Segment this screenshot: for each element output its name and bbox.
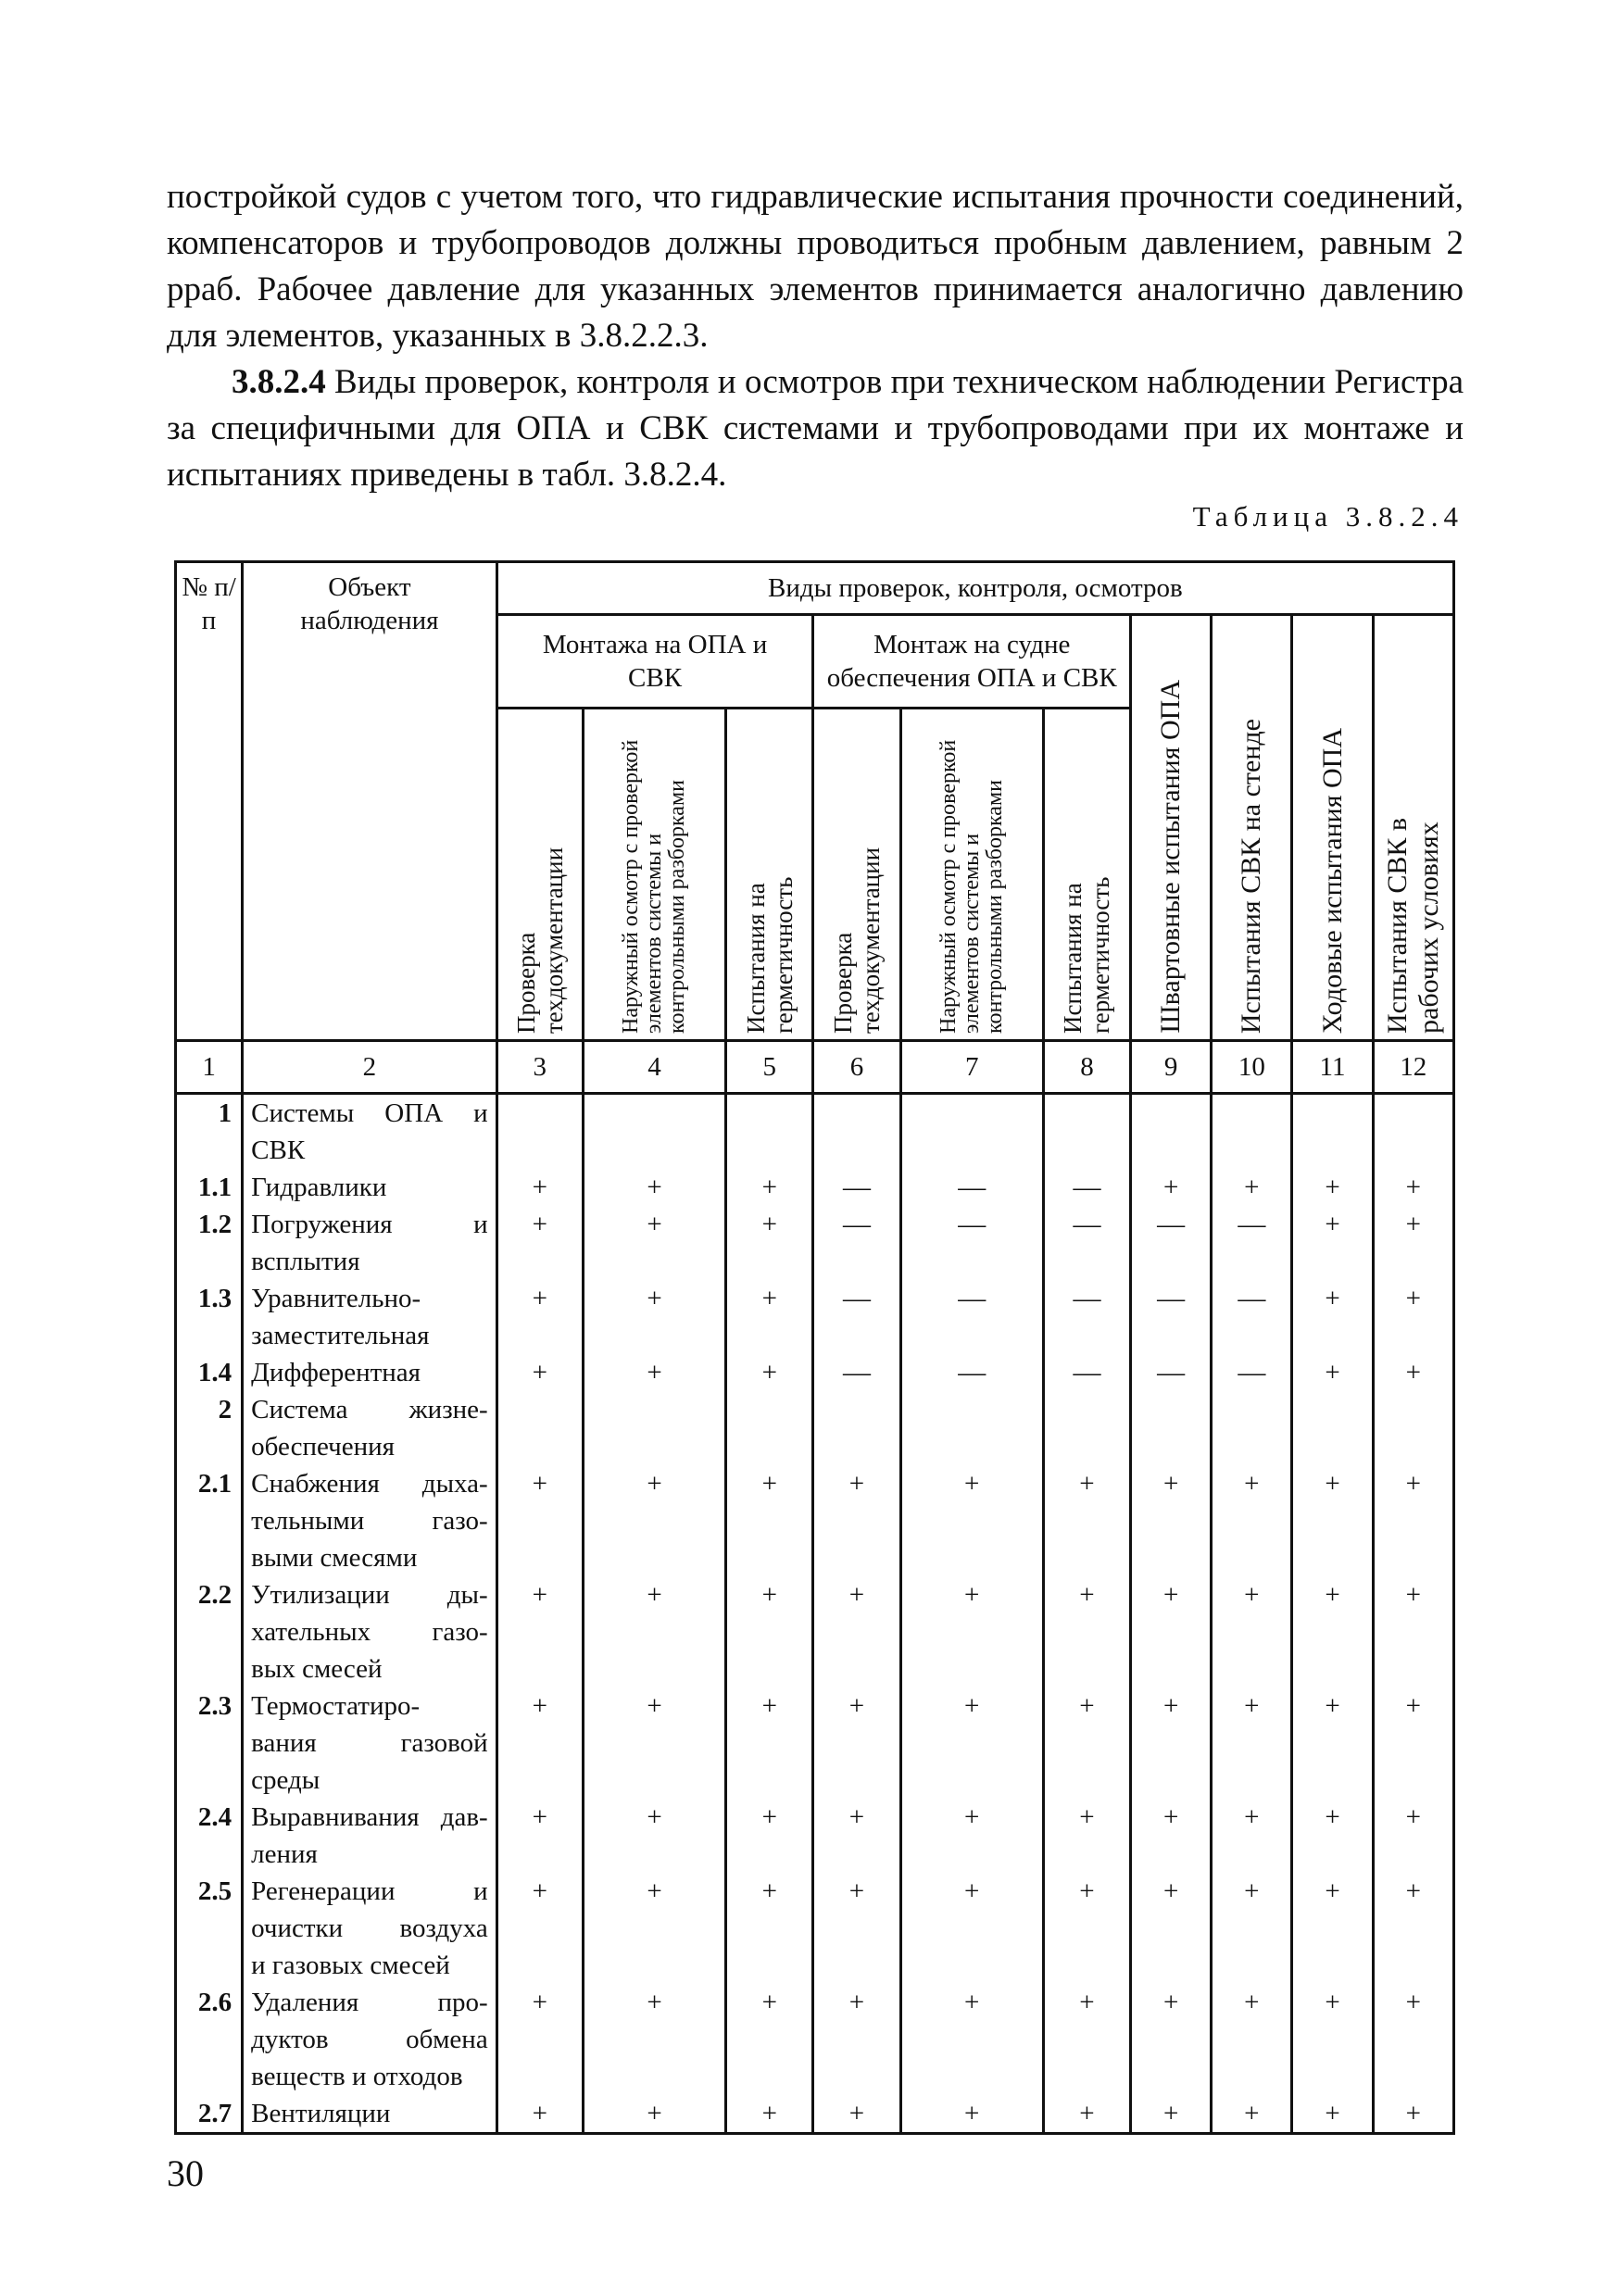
check-mark: + <box>726 1354 813 1391</box>
table-row <box>176 1169 1454 1206</box>
check-mark: + <box>1373 1576 1453 1687</box>
table-row <box>176 1206 1454 1280</box>
column-number: 9 <box>1131 1041 1212 1094</box>
check-mark: + <box>900 1576 1043 1687</box>
check-mark <box>1292 1391 1373 1465</box>
check-mark: + <box>813 1687 900 1799</box>
row-object-line: Регенерации и <box>251 1876 488 1906</box>
check-mark: + <box>496 1984 583 2095</box>
check-mark: + <box>496 2095 583 2134</box>
table-row <box>176 1984 1454 2095</box>
row-object <box>243 2095 497 2134</box>
check-mark: + <box>496 1465 583 1576</box>
check-mark <box>496 1391 583 1465</box>
check-mark <box>1043 1391 1130 1465</box>
column-number: 3 <box>496 1041 583 1094</box>
row-number: 2.6 <box>176 1984 243 2095</box>
check-mark: + <box>1131 2095 1212 2134</box>
row-object <box>243 1576 497 1687</box>
row-object-line: хательных газо- <box>251 1617 488 1647</box>
check-mark <box>1292 1094 1373 1170</box>
check-mark: + <box>1043 1576 1130 1687</box>
table-row <box>176 1280 1454 1354</box>
check-mark: — <box>900 1169 1043 1206</box>
row-object-line: выми смесями <box>251 1543 418 1573</box>
check-mark <box>1131 1391 1212 1465</box>
check-mark: — <box>900 1280 1043 1354</box>
row-number: 1.3 <box>176 1280 243 1354</box>
check-mark: + <box>900 1984 1043 2095</box>
table-caption: Таблица 3.8.2.4 <box>1192 500 1464 533</box>
check-mark: + <box>583 1206 725 1280</box>
row-object <box>243 1799 497 1873</box>
check-mark: + <box>496 1873 583 1984</box>
check-mark: + <box>726 1984 813 2095</box>
check-mark: + <box>583 1280 725 1354</box>
header-col-5-label: Испытания на герметичность <box>741 876 798 1034</box>
check-mark <box>813 1094 900 1170</box>
row-object-line: СВК <box>251 1135 306 1165</box>
section-text: Виды проверок, контроля и осмотров при техническом наблюдении Регистра за специфичными для ОПА и СВК системами и трубопроводами при их монтаже и испытаниях приведены в табл. 3.8.2.4. <box>167 363 1464 494</box>
column-number: 7 <box>900 1041 1043 1094</box>
inspection-table <box>174 560 1455 2135</box>
check-mark: + <box>1043 2095 1130 2134</box>
check-mark: + <box>1292 1873 1373 1984</box>
check-mark: — <box>1212 1206 1292 1280</box>
check-mark: — <box>1043 1280 1130 1354</box>
header-group-mounting: Монтажа на ОПА и СВК <box>496 615 813 709</box>
check-mark: + <box>1212 1465 1292 1576</box>
header-col-12-label: Испытания СВК в рабочих условиях <box>1381 817 1444 1034</box>
check-mark: + <box>813 1873 900 1984</box>
row-number: 2.4 <box>176 1799 243 1873</box>
check-mark: + <box>1212 1873 1292 1984</box>
check-mark: + <box>1373 1465 1453 1576</box>
check-mark: + <box>496 1687 583 1799</box>
row-object <box>243 1391 497 1465</box>
page-number: 30 <box>167 2152 204 2194</box>
row-object-line: Гидравлики <box>251 1173 387 1202</box>
table-row <box>176 1799 1454 1873</box>
row-object <box>243 1465 497 1576</box>
check-mark: + <box>583 1576 725 1687</box>
check-mark: + <box>726 1873 813 1984</box>
check-mark: + <box>1131 1465 1212 1576</box>
check-mark: + <box>1043 1984 1130 2095</box>
check-mark: + <box>1373 1354 1453 1391</box>
intro-paragraph: постройкой судов с учетом того, что гидравлические испытания прочности соединений, компенсаторов и трубопроводов должны проводиться пробным давлением, равным 2 pраб. Рабочее давление для указанных элементов принимается аналогично давлению для элементов, указанных в 3.8.2.2.3. <box>167 178 1464 355</box>
check-mark: + <box>1212 1984 1292 2095</box>
header-col-3 <box>496 709 583 1041</box>
table-row <box>176 1687 1454 1799</box>
check-mark <box>726 1391 813 1465</box>
row-object-line: дуктов обмена <box>251 2025 488 2054</box>
table-row <box>176 1465 1454 1576</box>
row-object-line: обеспечения <box>251 1432 395 1462</box>
check-mark: — <box>900 1206 1043 1280</box>
check-mark <box>726 1094 813 1170</box>
header-col-11 <box>1292 615 1373 1041</box>
table-row <box>176 1576 1454 1687</box>
check-mark: + <box>1212 1576 1292 1687</box>
check-mark: + <box>1043 1799 1130 1873</box>
check-mark: + <box>583 2095 725 2134</box>
check-mark <box>1212 1391 1292 1465</box>
row-object-line: вания газовой <box>251 1728 488 1758</box>
header-col-7-label: Наружный осмотр с проверкой элементов системы и контрольными разборками <box>936 739 1007 1034</box>
check-mark: + <box>900 1873 1043 1984</box>
check-mark: — <box>1131 1354 1212 1391</box>
column-number: 6 <box>813 1041 900 1094</box>
check-mark: + <box>1292 2095 1373 2134</box>
column-number: 5 <box>726 1041 813 1094</box>
header-col-5 <box>726 709 813 1041</box>
check-mark: + <box>726 1799 813 1873</box>
header-checks: Виды проверок, контроля, осмотров <box>496 562 1453 615</box>
check-mark: + <box>726 1169 813 1206</box>
row-object <box>243 1873 497 1984</box>
header-col-9-label: Швартовные испытания ОПА <box>1155 680 1187 1034</box>
check-mark: + <box>1212 1799 1292 1873</box>
check-mark: — <box>1131 1280 1212 1354</box>
check-mark: + <box>496 1206 583 1280</box>
check-mark: + <box>1292 1354 1373 1391</box>
row-number: 2.2 <box>176 1576 243 1687</box>
row-object-line: тельными газо- <box>251 1506 488 1536</box>
check-mark <box>813 1391 900 1465</box>
check-mark: + <box>583 1799 725 1873</box>
check-mark: + <box>1373 1280 1453 1354</box>
check-mark: + <box>813 2095 900 2134</box>
row-number: 2.1 <box>176 1465 243 1576</box>
header-group-ship: Монтаж на судне обеспечения ОПА и СВК <box>813 615 1131 709</box>
check-mark: + <box>1043 1465 1130 1576</box>
row-object-line: Дифферентная <box>251 1358 421 1387</box>
column-number-row <box>176 1041 1454 1094</box>
check-mark: + <box>1373 1169 1453 1206</box>
check-mark: + <box>1043 1687 1130 1799</box>
check-mark: + <box>1373 1984 1453 2095</box>
check-mark: + <box>496 1280 583 1354</box>
row-object-line: очистки воздуха <box>251 1913 488 1943</box>
check-mark: + <box>813 1984 900 2095</box>
check-mark: + <box>726 1206 813 1280</box>
section-paragraph <box>167 359 1464 498</box>
check-mark <box>1131 1094 1212 1170</box>
table-row <box>176 1354 1454 1391</box>
check-mark: + <box>1131 1687 1212 1799</box>
row-object-line: Утилизации ды- <box>251 1580 488 1610</box>
check-mark: + <box>900 1799 1043 1873</box>
row-object <box>243 1169 497 1206</box>
check-mark: + <box>1292 1206 1373 1280</box>
row-object-line: Выравнивания дав- <box>251 1802 488 1832</box>
check-mark: + <box>1212 2095 1292 2134</box>
header-num: № п/п <box>176 562 243 1041</box>
check-mark: + <box>1212 1169 1292 1206</box>
row-object <box>243 1354 497 1391</box>
row-object-line: заместительная <box>251 1321 430 1350</box>
check-mark: + <box>1373 1873 1453 1984</box>
check-mark <box>900 1094 1043 1170</box>
check-mark: + <box>1292 1169 1373 1206</box>
row-number: 1.2 <box>176 1206 243 1280</box>
row-number: 2.3 <box>176 1687 243 1799</box>
header-col-6-label: Проверка техдокументации <box>828 847 885 1034</box>
check-mark: + <box>583 1169 725 1206</box>
check-mark <box>1373 1391 1453 1465</box>
check-mark: + <box>1373 1206 1453 1280</box>
row-object-line: Снабжения дыха- <box>251 1469 488 1499</box>
column-number: 8 <box>1043 1041 1130 1094</box>
table-row <box>176 1391 1454 1465</box>
header-col-12 <box>1373 615 1453 1041</box>
check-mark: + <box>726 1576 813 1687</box>
table-row <box>176 2095 1454 2134</box>
check-mark: + <box>1212 1687 1292 1799</box>
table-row <box>176 1873 1454 1984</box>
header-col-10-label: Испытания СВК на стенде <box>1236 718 1267 1034</box>
check-mark <box>1373 1094 1453 1170</box>
row-object-line: Система жизне- <box>251 1395 488 1424</box>
check-mark: + <box>1373 1687 1453 1799</box>
check-mark <box>496 1094 583 1170</box>
check-mark: + <box>813 1465 900 1576</box>
header-col-8-label: Испытания на герметичность <box>1059 876 1115 1034</box>
row-object-line: и газовых смесей <box>251 1951 450 1980</box>
check-mark <box>1043 1094 1130 1170</box>
row-object-line: всплытия <box>251 1247 360 1276</box>
header-col-11-label: Ходовые испытания ОПА <box>1316 727 1348 1034</box>
column-number: 4 <box>583 1041 725 1094</box>
check-mark: + <box>726 1687 813 1799</box>
row-object <box>243 1984 497 2095</box>
header-col-8 <box>1043 709 1130 1041</box>
check-mark: — <box>1043 1169 1130 1206</box>
check-mark: + <box>583 1354 725 1391</box>
check-mark: — <box>813 1354 900 1391</box>
table-body <box>176 1041 1454 2134</box>
row-number: 1.4 <box>176 1354 243 1391</box>
check-mark: + <box>1131 1799 1212 1873</box>
check-mark: — <box>813 1206 900 1280</box>
check-mark: + <box>813 1799 900 1873</box>
check-mark: + <box>1043 1873 1130 1984</box>
header-col-10 <box>1212 615 1292 1041</box>
row-object <box>243 1687 497 1799</box>
check-mark: + <box>1292 1465 1373 1576</box>
check-mark: + <box>813 1576 900 1687</box>
row-number: 1.1 <box>176 1169 243 1206</box>
check-mark: + <box>1131 1873 1212 1984</box>
check-mark <box>583 1094 725 1170</box>
check-mark <box>583 1391 725 1465</box>
check-mark: + <box>900 1687 1043 1799</box>
check-mark: + <box>1373 2095 1453 2134</box>
row-number: 2.7 <box>176 2095 243 2134</box>
row-object-line: Погружения и <box>251 1210 488 1239</box>
column-number: 2 <box>243 1041 497 1094</box>
check-mark: + <box>1131 1984 1212 2095</box>
column-number: 10 <box>1212 1041 1292 1094</box>
section-number: 3.8.2.4 <box>232 363 326 401</box>
check-mark: + <box>496 1799 583 1873</box>
check-mark: — <box>813 1169 900 1206</box>
check-mark: — <box>1212 1280 1292 1354</box>
check-mark: + <box>1292 1576 1373 1687</box>
check-mark: + <box>583 1873 725 1984</box>
check-mark: + <box>900 2095 1043 2134</box>
check-mark: + <box>900 1465 1043 1576</box>
check-mark: + <box>496 1354 583 1391</box>
row-object-line: среды <box>251 1765 320 1795</box>
header-col-4-label: Наружный осмотр с проверкой элементов системы и контрольными разборками <box>619 739 690 1034</box>
row-object <box>243 1206 497 1280</box>
check-mark: + <box>583 1687 725 1799</box>
row-object <box>243 1094 497 1170</box>
check-mark: — <box>813 1280 900 1354</box>
row-object-line: Системы ОПА и <box>251 1098 488 1128</box>
check-mark: + <box>726 1280 813 1354</box>
check-mark: + <box>726 1465 813 1576</box>
row-number: 2.5 <box>176 1873 243 1984</box>
column-number: 12 <box>1373 1041 1453 1094</box>
row-object-line: Термостатиро- <box>251 1691 421 1721</box>
check-mark: + <box>1292 1984 1373 2095</box>
row-object-line: Уравнительно- <box>251 1284 421 1313</box>
check-mark: + <box>1373 1799 1453 1873</box>
check-mark: — <box>1212 1354 1292 1391</box>
check-mark: + <box>1131 1576 1212 1687</box>
check-mark: + <box>1292 1280 1373 1354</box>
check-mark: — <box>900 1354 1043 1391</box>
row-object-line: вых смесей <box>251 1654 383 1684</box>
row-object-line: веществ и отходов <box>251 2062 463 2091</box>
check-mark <box>1212 1094 1292 1170</box>
table-row <box>176 1094 1454 1170</box>
header-object: Объект наблюдения <box>243 562 497 1041</box>
header-col-9 <box>1131 615 1212 1041</box>
check-mark: + <box>583 1465 725 1576</box>
row-number: 2 <box>176 1391 243 1465</box>
check-mark <box>900 1391 1043 1465</box>
check-mark: — <box>1043 1354 1130 1391</box>
check-mark: + <box>1292 1799 1373 1873</box>
check-mark: + <box>496 1169 583 1206</box>
check-mark: — <box>1131 1206 1212 1280</box>
header-col-4 <box>583 709 725 1041</box>
column-number: 1 <box>176 1041 243 1094</box>
row-object-line: Вентиляции <box>251 2099 391 2128</box>
header-col-3-label: Проверка техдокументации <box>511 847 568 1034</box>
row-object-line: ления <box>251 1839 318 1869</box>
check-mark: — <box>1043 1206 1130 1280</box>
check-mark: + <box>726 2095 813 2134</box>
check-mark: + <box>583 1984 725 2095</box>
row-object-line: Удаления про- <box>251 1988 488 2017</box>
check-mark: + <box>1292 1687 1373 1799</box>
check-mark: + <box>1131 1169 1212 1206</box>
row-object <box>243 1280 497 1354</box>
check-mark: + <box>496 1576 583 1687</box>
column-number: 11 <box>1292 1041 1373 1094</box>
header-col-6 <box>813 709 900 1041</box>
header-col-7 <box>900 709 1043 1041</box>
row-number: 1 <box>176 1094 243 1170</box>
